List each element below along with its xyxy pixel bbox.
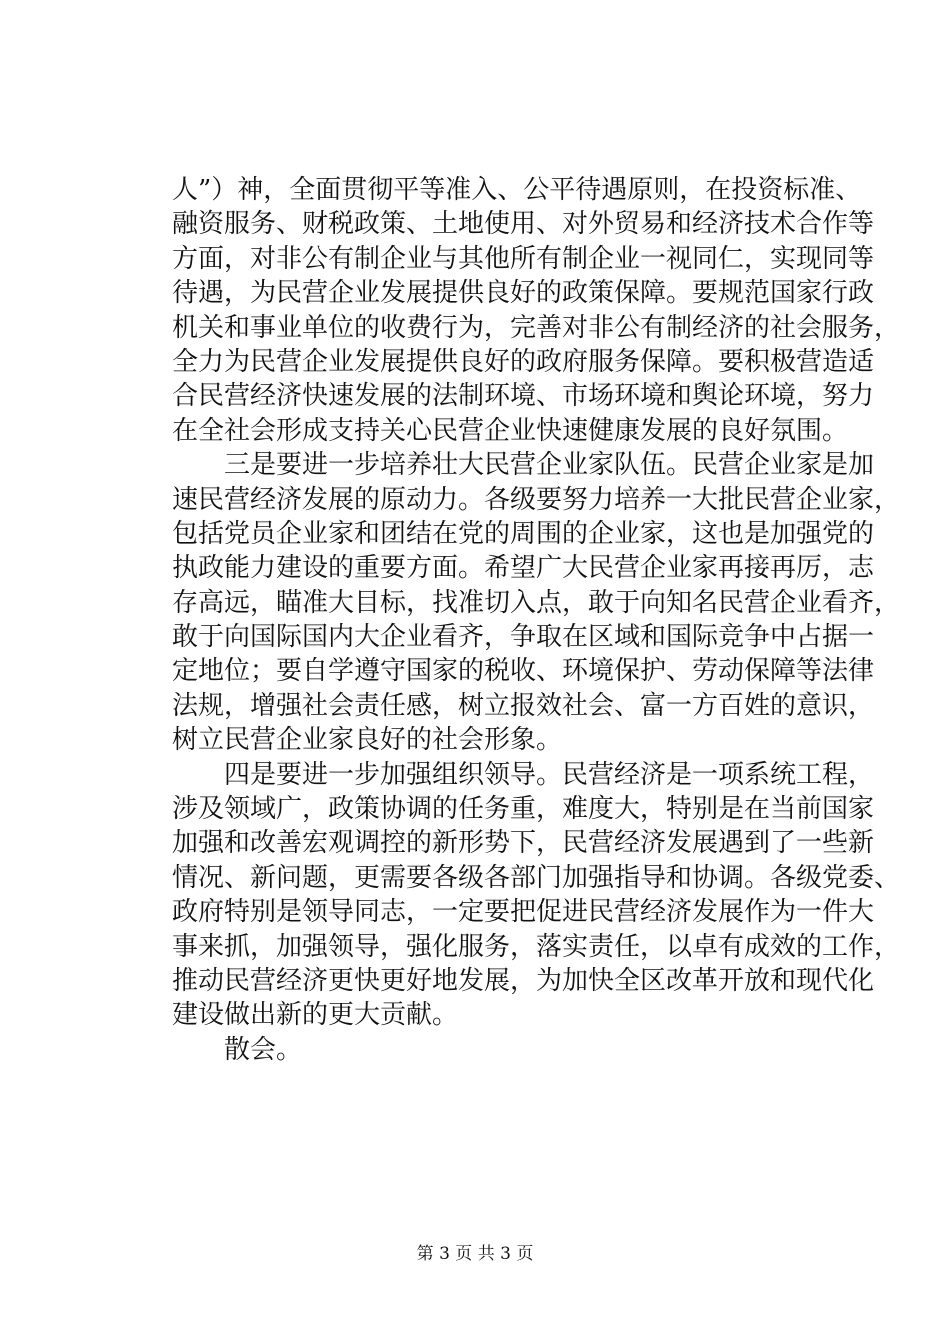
body-line: 建设做出新的更大贡献。 (172, 1000, 459, 1031)
body-line: 全力为民营企业发展提供良好的政府服务保障。要积极营造适 (172, 346, 875, 377)
body-line: 政府特别是领导同志，一定要把促进民营经济发展作为一件大 (172, 897, 875, 928)
document-body (172, 173, 901, 1067)
body-line: 合民营经济快速发展的法制环境、市场环境和舆论环境，努力 (172, 381, 875, 412)
body-line: 在全社会形成支持关心民营企业快速健康发展的良好氛围。 (172, 415, 849, 446)
body-line: 推动民营经济更快更好地发展，为加快全区改革开放和现代化 (172, 965, 875, 996)
body-line: 机关和事业单位的收费行为，完善对非公有制经济的社会服务， (172, 312, 901, 343)
body-line: 法规，增强社会责任感，树立报效社会、富一方百姓的意识， (172, 690, 875, 721)
body-line: 树立民营企业家良好的社会形象。 (172, 725, 563, 756)
body-line: 定地位；要自学遵守国家的税收、环境保护、劳动保障等法律 (172, 656, 875, 687)
body-line: 事来抓，加强领导，强化服务，落实责任，以卓有成效的工作， (172, 931, 901, 962)
body-line: 速民营经济发展的原动力。各级要努力培养一大批民营企业家， (172, 484, 901, 515)
body-line: 方面，对非公有制企业与其他所有制企业一视同仁，实现同等 (172, 243, 875, 274)
body-line: 存高远，瞄准大目标，找准切入点，敢于向知名民营企业看齐， (172, 587, 901, 618)
body-line: 加强和改善宏观调控的新形势下，民营经济发展遇到了一些新 (172, 828, 875, 859)
body-line-paragraph-start: 四是要进一步加强组织领导。民营经济是一项系统工程， (224, 759, 875, 790)
body-line: 待遇，为民营企业发展提供良好的政策保障。要规范国家行政 (172, 278, 875, 309)
body-line: 执政能力建设的重要方面。希望广大民营企业家再接再厉，志 (172, 553, 875, 584)
body-line: 包括党员企业家和团结在党的周围的企业家，这也是加强党的 (172, 518, 875, 549)
body-line: 情况、新问题，更需要各级各部门加强指导和协调。各级党委、 (172, 862, 901, 893)
body-line-paragraph-start: 三是要进一步培养壮大民营企业家队伍。民营企业家是加 (224, 450, 875, 481)
body-line: 涉及领域广，政策协调的任务重，难度大，特别是在当前国家 (172, 794, 875, 825)
body-line: 融资服务、财税政策、土地使用、对外贸易和经济技术合作等 (172, 209, 875, 240)
body-line-closing: 散会。 (224, 1034, 303, 1065)
body-line: 敢于向国际国内大企业看齐，争取在区域和国际竞争中占据一 (172, 622, 875, 653)
page-footer (0, 1243, 950, 1265)
body-line: 人”）神，全面贯彻平等准入、公平待遇原则，在投资标准、 (172, 175, 862, 205)
page-number-label: 第 3 页 共 3 页 (416, 1244, 534, 1264)
